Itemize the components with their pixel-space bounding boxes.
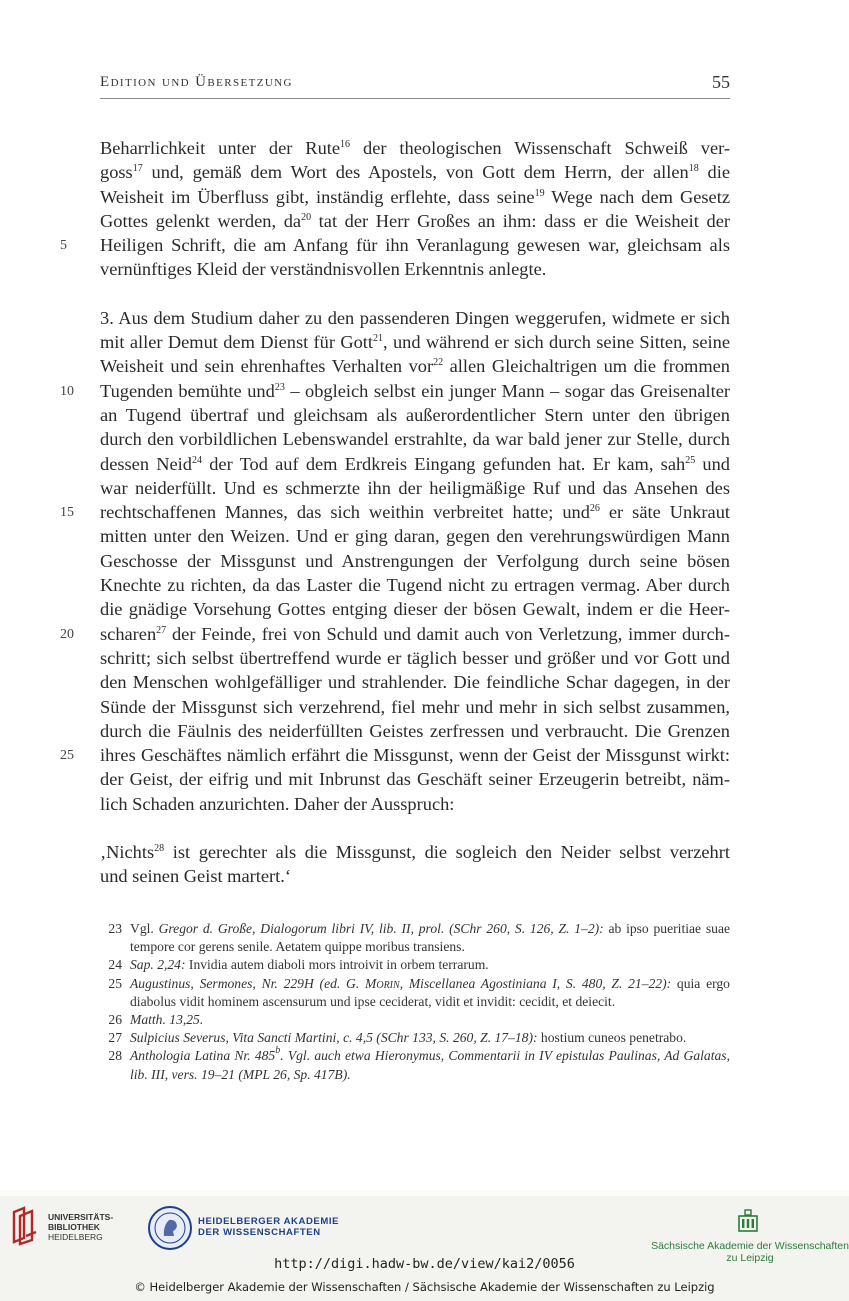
- text-line: [100, 573, 730, 597]
- paragraph-1: [60, 136, 730, 282]
- saw-leipzig-logo-icon[interactable]: [738, 1208, 758, 1232]
- running-head-title: Edition und Übersetzung: [100, 74, 293, 90]
- footnote-number: 24: [108, 957, 122, 973]
- text-line: [60, 622, 730, 646]
- text-line: [100, 767, 730, 791]
- footnote: [100, 975, 730, 1011]
- text-line: [100, 670, 730, 694]
- saw-leipzig-logo-text[interactable]: Sächsische Akademie der Wissenschaften zu Leipzig: [651, 1240, 849, 1264]
- line-number: 15: [60, 505, 74, 521]
- line-text: an Tugend übertraf und gleichsam als außerordentlicher Stern unter den übrigen: [100, 404, 730, 425]
- viewer-footer: [0, 1196, 849, 1301]
- paragraph-2: [60, 306, 730, 816]
- ub-heidelberg-logo-icon: [10, 1206, 40, 1246]
- line-number: 25: [60, 748, 74, 764]
- line-number: 5: [60, 238, 67, 254]
- text-line: [100, 136, 730, 160]
- footnote-text: Vgl. Gregor d. Große, Dialogorum libri IV, lib. II, prol. (SChr 260, S. 126, Z. 1–2): ab ipso pueritiae suae tempore cor gerens senile. Aetatem quippe moribus transiens.: [130, 921, 731, 955]
- permalink-url[interactable]: http://digi.hadw-bw.de/view/kai2/0056: [274, 1256, 575, 1272]
- text-line: [60, 500, 730, 524]
- footnote: [100, 1011, 730, 1029]
- text-line: [100, 597, 730, 621]
- footnotes: [100, 920, 730, 1084]
- line-text: vernünftiges Kleid der verständnisvollen Erkenntnis anlegte.: [100, 259, 547, 280]
- line-text: Geschosse der Missgunst und Anstrengungen der Verfolgung durch seine bösen: [100, 550, 730, 571]
- line-text: schritt; sich selbst übertreffend wurde er täglich besser und größer und vor Gott und: [100, 647, 730, 668]
- line-text: Weisheit und sein ehrenhaftes Verhalten vor$^{22}$ allen Gleichaltrigen um die frommen: [100, 356, 730, 377]
- line-text: ihres Geschäftes nämlich erfährt die Missgunst, wenn der Geist der Missgunst wirkt:: [100, 745, 730, 766]
- line-text: dessen Neid$^{24}$ der Tod auf dem Erdkreis Eingang gefunden hat. Er kam, sah$^{25}$ und: [100, 453, 730, 474]
- footnote-text: Matth. 13,25.: [130, 1012, 204, 1028]
- text-line: [100, 524, 730, 548]
- text-line: [100, 646, 730, 670]
- line-text: die gnädige Vorsehung Gottes entging dieser der bösen Gewalt, indem er die Heer-: [100, 599, 730, 620]
- text-line: [100, 476, 730, 500]
- running-head: [100, 72, 730, 99]
- text-line: [100, 160, 730, 184]
- ub-heidelberg-logo[interactable]: [10, 1206, 120, 1246]
- line-text: Weisheit im Überfluss gibt, inständig erflehte, dass seine$^{19}$ Wege nach dem Gesetz: [100, 186, 730, 207]
- hadw-seal-graphic: [150, 1208, 190, 1248]
- line-text: scharen$^{27}$ der Feinde, frei von Schuld und damit auch von Verletzung, immer durch-: [100, 623, 730, 644]
- line-text: Beharrlichkeit unter der Rute$^{16}$ der theologischen Wissenschaft Schweiß ver-: [100, 138, 730, 158]
- line-text: Knechte zu richten, da das Laster die Tugend nicht zu ertragen vermag. Aber durch: [100, 575, 730, 596]
- text-line: [100, 403, 730, 427]
- line-text: war neiderfüllt. Und es schmerzte ihn der heiligmäßige Ruf und das Ansehen des: [100, 477, 730, 498]
- line-text: Gottes gelenkt werden, $da^{20}$ tat der Herr Großes an ihm: dass er die Weisheit der: [100, 210, 730, 231]
- line-text: der Geist, der eifrig und mit Inbrunst das Geschäft seiner Erzeugerin betreibt, näm-: [100, 769, 730, 790]
- text-line: [100, 306, 730, 330]
- text-line: [100, 427, 730, 451]
- line-number: 20: [60, 626, 74, 642]
- line-text: ‚Nichts$^{28}$ ist gerechter als die Missgunst, die sogleich den Neider selbst verzehrt: [100, 842, 730, 863]
- footnote-number: 26: [108, 1012, 122, 1028]
- main-text: [60, 136, 730, 889]
- line-text: mitten unter den Weizen. Und er ging daran, gegen den verehrungswürdigen Mann: [100, 526, 730, 547]
- text-line: [60, 743, 730, 767]
- line-text: und seinen Geist martert.‘: [100, 866, 292, 887]
- footnote-text: Augustinus, Sermones, Nr. 229H (ed. G. Morin, Miscellanea Agostiniana I, S. 480, Z. 21–22): quia ergo diabolus vidit hominem ascensurum und ipse ceciderat, vidit et invidit: cecidit, et deiecit.: [130, 975, 730, 1009]
- line-text: den Menschen wohlgefälliger und strahlender. Die feindliche Schar dagegen, in der: [100, 672, 730, 693]
- text-line: [100, 354, 730, 378]
- text-line: [100, 257, 730, 281]
- text-line: [60, 379, 730, 403]
- ub-heidelberg-text: UNIVERSITÄTS- BIBLIOTHEK HEIDELBERG: [48, 1212, 114, 1242]
- footnote: [100, 956, 730, 974]
- footnote: [100, 1047, 730, 1083]
- footnote-number: 25: [108, 975, 122, 991]
- text-line: [100, 864, 730, 888]
- paragraph-3: [100, 840, 730, 889]
- text-line: [100, 185, 730, 209]
- footnote: [100, 1029, 730, 1047]
- line-text: Tugenden bemühte und$^{23}$ – obgleich selbst ein junger Mann – sogar das Greisenalter: [100, 380, 730, 401]
- hadw-seal-icon[interactable]: [148, 1206, 192, 1250]
- footnote: [100, 920, 730, 956]
- footnote-number: 27: [108, 1030, 122, 1046]
- text-line: [100, 840, 730, 864]
- line-text: durch den vorbildlichen Lebenswandel erstrahlte, da war bald jener zur Stelle, durch: [100, 429, 730, 450]
- hadw-logo-text[interactable]: HEIDELBERGER AKADEMIE DER WISSENSCHAFTEN: [198, 1216, 340, 1238]
- line-text: mit aller Demut dem Dienst für Gott$^{21}$, und während er sich durch seine Sitten, seine: [100, 332, 730, 353]
- page-number: 55: [712, 72, 730, 92]
- line-text: goss$^{17}$ und, gemäß dem Wort des Apostels, von Gott dem Herrn, der allen$^{18}$ die: [100, 162, 730, 183]
- line-text: rechtschaffenen Mannes, das sich weithin verbreitet hatte; und$^{26}$ er säte Unkraut: [100, 502, 730, 523]
- text-line: [100, 792, 730, 816]
- line-text: lich Schaden anzurichten. Daher der Ausspruch:: [100, 793, 455, 814]
- line-text: Heiligen Schrift, die am Anfang für ihn Veranlagung gewesen war, gleichsam als: [100, 235, 730, 256]
- copyright-notice: © Heidelberger Akademie der Wissenschaften / Sächsische Akademie der Wissenschaften zu Leipzig: [134, 1280, 715, 1294]
- line-text: 3. Aus dem Studium daher zu den passenderen Dingen weggerufen, widmete er sich: [100, 307, 730, 328]
- line-number: 10: [60, 383, 74, 399]
- text-line: [100, 549, 730, 573]
- footnote-number: 28: [108, 1048, 122, 1064]
- footnote-text: Anthologia Latina Nr. 485$^b$. Vgl. auch etwa Hieronymus, Commentarii in IV epistulas Paulinas, Ad Galatas, lib. III, vers. 19–21 (MPL 26, Sp. 417B).: [130, 1045, 730, 1082]
- footnote-number: 23: [108, 921, 122, 936]
- footnote-text: Sulpicius Severus, Vita Sancti Martini, c. 4,5 (SChr 133, S. 260, Z. 17–18): hostium cuneos penetrabo.: [130, 1030, 687, 1046]
- line-text: Sünde der Missgunst sich verzehrend, fiel mehr und mehr in sich selbst zusammen,: [100, 696, 730, 717]
- text-line: [100, 695, 730, 719]
- text-line: [100, 719, 730, 743]
- text-line: [60, 233, 730, 257]
- text-line: [100, 452, 730, 476]
- text-line: [100, 330, 730, 354]
- text-line: [100, 209, 730, 233]
- line-text: durch die Fäulnis des neiderfüllten Geistes zerfressen und verbraucht. Die Grenzen: [100, 720, 730, 741]
- footnote-text: Sap. 2,24: Invidia autem diaboli mors introivit in orbem terrarum.: [130, 957, 489, 973]
